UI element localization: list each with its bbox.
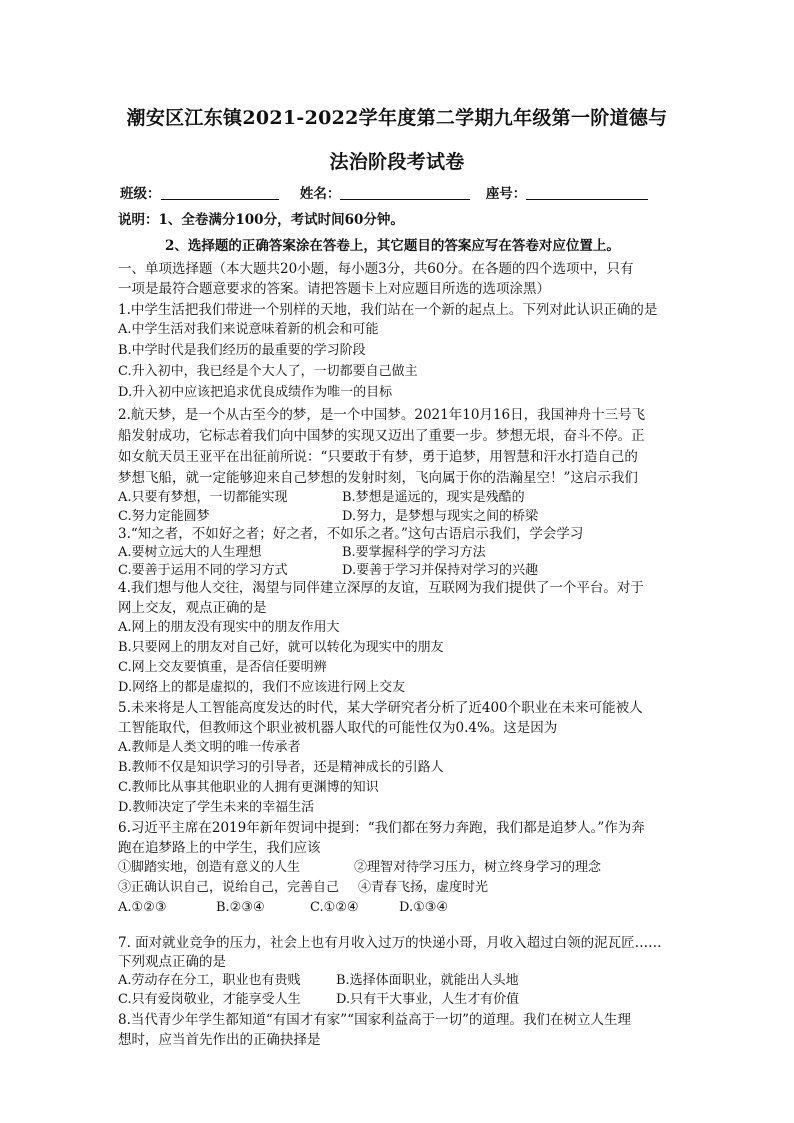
q6-item-1: ①脚踏实地，创造有意义的人生 xyxy=(118,860,301,875)
q2-stem-line3: 如女航天员王亚平在出征前所说：“只要敢于有梦，勇于追梦，用智慧和汗水打造自己的 xyxy=(118,449,638,465)
q4-stem-line2: 网上交友，观点正确的是 xyxy=(118,600,267,616)
q7-option-c: C.只有爱岗敬业，才能享受人生 xyxy=(118,992,301,1007)
q5-option-b: B.教师不仅是知识学习的引导者，还是精神成长的引路人 xyxy=(118,760,444,775)
q3-option-d: D.要善于学习并保持对学习的兴趣 xyxy=(342,563,539,578)
q4-stem-line1: 4.我们想与他人交往，渴望与同伴建立深厚的友谊，互联网为我们提供了一个平台。对于 xyxy=(118,580,644,596)
q5-stem-line2: 工智能取代，但教师这个职业被机器人取代的可能性仅为0.4%。这是因为 xyxy=(118,720,558,736)
q1-option-a: A.中学生活对我们来说意味着新的机会和可能 xyxy=(118,322,379,337)
q4-option-b: B.只要网上的朋友对自己好，就可以转化为现实中的朋友 xyxy=(118,640,444,655)
q2-option-c: C.努力定能圆梦 xyxy=(118,509,210,524)
seat-label: 座号： xyxy=(485,186,527,202)
q6-option-a: A.①②③ xyxy=(118,900,167,915)
exam-title-line2: 法治阶段考试卷 xyxy=(329,151,465,173)
q4-option-c: C.网上交友要慎重，是否信任要明辨 xyxy=(118,660,327,675)
q5-stem-line1: 5.未来将是人工智能高度发达的时代，某大学研究者分析了近400个职业在未来可能被人 xyxy=(118,700,643,716)
q3-option-b: B.要掌握科学的学习方法 xyxy=(342,545,486,560)
q7-option-d: D.只有干大事业，人生才有价值 xyxy=(336,992,520,1007)
q3-stem: 3.“知之者，不如好之者；好之者，不如乐之者。”这句古语启示我们，学会学习 xyxy=(118,526,584,542)
q7-options-row1 xyxy=(118,971,519,991)
q2-option-b: B.梦想是遥远的，现实是残酷的 xyxy=(342,490,525,505)
q6-options-row xyxy=(118,898,449,918)
q7-option-a: A.劳动存在分工，职业也有贵贱 xyxy=(118,973,301,988)
note-line1: 说明：1、全卷满分100分，考试时间60分钟。 xyxy=(118,212,404,228)
q2-stem-line4: 梦想飞船，就一定能够迎来自己梦想的发射时刻，飞向属于你的浩瀚星空！”这启示我们 xyxy=(118,470,638,486)
q1-option-d: D.升入初中应该把追求优良成绩作为唯一的目标 xyxy=(118,385,393,400)
q8-stem-line2: 想时，应当首先作出的正确抉择是 xyxy=(118,1032,321,1048)
q2-stem-line1: 2.航天梦，是一个从古至今的梦，是一个中国梦。2021年10月16日，我国神舟十三号飞 xyxy=(118,407,646,423)
q6-item-3: ③正确认识自己，说绐自己，完善自己 xyxy=(118,880,340,895)
q2-option-d: D.努力，是梦想与现实之间的桥梁 xyxy=(342,509,539,524)
q6-items-row1 xyxy=(118,858,602,878)
q2-options-row1 xyxy=(118,488,525,508)
class-label: 班级： xyxy=(120,186,161,202)
section1-line2: 一项是最符合题意要求的答案。请把答题卡上对应题目所选的选项涂黑） xyxy=(118,281,550,297)
q6-stem-line1: 6.习近平主席在2019年新年贺词中提到：“我们都在努力奔跑，我们都是追梦人。”作为奔 xyxy=(118,820,645,836)
q5-option-d: D.教师决定了学生未来的幸福生活 xyxy=(118,800,315,815)
q6-option-d: D.①③④ xyxy=(399,900,449,915)
q1-option-b: B.中学时代是我们经历的最重要的学习阶段 xyxy=(118,343,366,358)
q6-option-c: C.①②④ xyxy=(310,900,359,915)
q6-stem-line2: 跑在追梦路上的中学生，我们应该 xyxy=(118,840,321,856)
student-info-row xyxy=(120,182,680,204)
q2-stem-line2: 船发射成功，它标志着我们向中国梦的实现又迈出了重要一步。梦想无垠，奋斗不停。正 xyxy=(118,428,645,444)
q5-option-a: A.教师是人类文明的唯一传承者 xyxy=(118,740,301,755)
q7-stem-line2: 下列观点正确的是 xyxy=(118,954,226,970)
seat-blank xyxy=(526,185,648,200)
q3-options-row1 xyxy=(118,543,486,563)
q7-option-b: B.选择体面职业，就能出人头地 xyxy=(336,973,519,988)
q4-option-a: A.网上的朋友没有现实中的朋友作用大 xyxy=(118,620,340,635)
q6-item-4: ④青春飞扬，虚度时光 xyxy=(358,880,489,895)
q8-stem-line1: 8.当代青少年学生都知道“有国才有家”“国家利益高于一切”的道理。我们在树立人生理 xyxy=(118,1012,631,1028)
section1-line1: 一、单项选择题（本大题共20小题，每小题3分，共60分。在各题的四个选项中，只有 xyxy=(118,261,634,277)
q7-stem-line1: 7. 面对就业竞争的压力，社会上也有月收入过万的快递小哥，月收入超过白领的泥瓦匠…… xyxy=(118,935,662,951)
q1-option-c: C.升入初中，我已经是个大人了，一切都要自己做主 xyxy=(118,364,418,379)
q7-options-row2 xyxy=(118,990,520,1010)
q5-option-c: C.教师比从事其他职业的人拥有更渊博的知识 xyxy=(118,780,379,795)
q2-option-a: A.只要有梦想，一切都能实现 xyxy=(118,490,288,505)
q6-items-row2 xyxy=(118,878,489,898)
q1-stem: 1.中学生活把我们带进一个别样的天地，我们站在一个新的起点上。下列对此认识正确的是 xyxy=(118,302,658,318)
q3-option-a: A.要树立远大的人生理想 xyxy=(118,545,262,560)
q6-option-b: B.②③④ xyxy=(216,900,265,915)
q4-option-d: D.网络上的都是虚拟的，我们不应该进行网上交友 xyxy=(118,680,406,695)
name-label: 姓名： xyxy=(299,186,341,202)
note-line2: 2、选择题的正确答案涂在答卷上，其它题目的答案应写在答卷对应位置上。 xyxy=(165,238,620,254)
exam-title-line1: 潮安区江东镇2021-2022学年度第二学期九年级第一阶道德与 xyxy=(126,107,668,129)
class-blank xyxy=(161,185,279,200)
q6-item-2: ②理智对待学习压力，树立终身学习的理念 xyxy=(354,860,602,875)
name-blank xyxy=(340,185,470,200)
q3-option-c: C.要善于运用不同的学习方式 xyxy=(118,563,288,578)
